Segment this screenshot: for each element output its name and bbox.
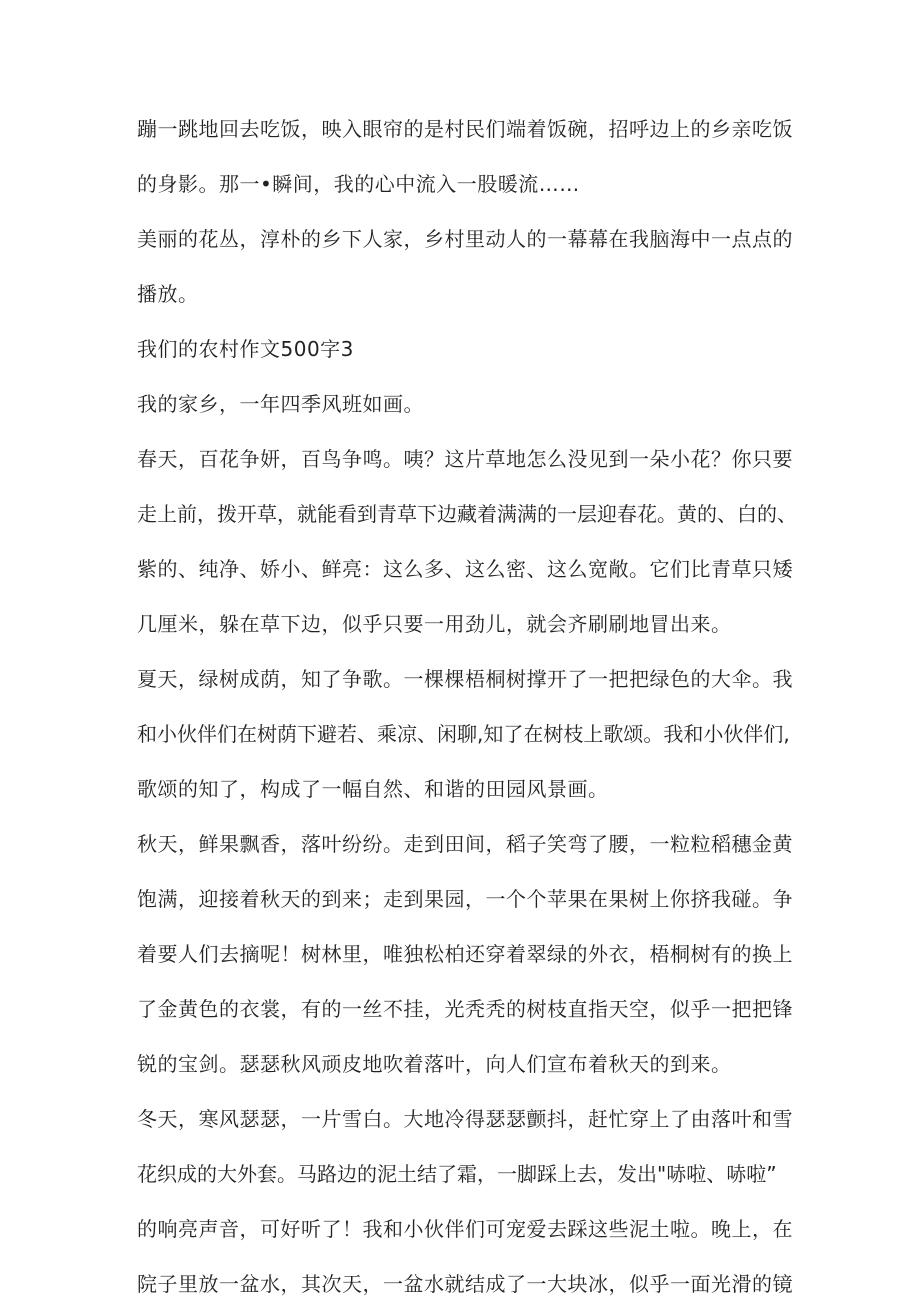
- text-line-19: 冬天，寒风瑟瑟，一片雪白。大地冷得瑟瑟颤抖，赶忙穿上了由落叶和雪: [137, 1107, 793, 1131]
- text-line-15: 饱满，迎接着秋天的到来；走到果园，一个个苹果在果树上你挤我碰。争: [137, 887, 793, 911]
- text-line-9: 紫的、纯净、娇小、鲜亮：这么多、这么密、这么宽敞。它们比青草只矮: [137, 557, 793, 581]
- text-line-8: 走上前，拨开草，就能看到青草下边藏着满满的一层迎春花。黄的、白的、: [137, 502, 797, 526]
- text-line-2: 的身影。那一•瞬间，我的心中流入一股暖流……: [137, 172, 580, 196]
- text-line-22: 院子里放一盆水，其次天，一盆水就结成了一大块冰，似乎一面光滑的镜: [137, 1272, 793, 1296]
- text-line-4: 播放。: [137, 282, 199, 306]
- text-line-20: 花织成的大外套。马路边的泥土结了霜，一脚踩上去，发出"哧啦、哧啦”: [137, 1162, 777, 1186]
- text-line-16: 着要人们去摘呢！树林里，唯独松柏还穿着翠绿的外衣，梧桐树有的换上: [137, 942, 793, 966]
- text-line-7: 春天，百花争妍，百鸟争鸣。咦？这片草地怎么没见到一朵小花？你只要: [137, 447, 793, 471]
- text-line-18: 锐的宝剑。瑟瑟秋风顽皮地吹着落叶，向人们宣布着秋天的到来。: [137, 1052, 732, 1076]
- text-line-6: 我的家乡，一年四季风班如画。: [137, 392, 424, 416]
- text-line-1: 蹦一跳地回去吃饭，映入眼帘的是村民们端着饭碗，招呼边上的乡亲吃饭: [137, 117, 793, 141]
- text-line-17: 了金黄色的衣裳，有的一丝不挂，光秃秃的树枝直指天空，似乎一把把锋: [137, 997, 793, 1021]
- text-line-14: 秋天，鲜果飘香，落叶纷纷。走到田间，稻子笑弯了腰，一粒粒稻穗金黄: [137, 832, 793, 856]
- essay-body: [137, 102, 797, 1312]
- text-line-11: 夏天，绿树成荫，知了争歌。一棵棵梧桐树撑开了一把把绿色的大伞。我: [137, 667, 793, 691]
- text-line-13: 歌颂的知了，构成了一幅自然、和谐的田园风景画。: [137, 777, 609, 801]
- section-heading: 我们的农村作文500字3: [137, 337, 354, 361]
- text-line-21: 的响亮声音，可好听了！我和小伙伴们可宠爱去踩这些泥土啦。晚上，在: [137, 1217, 793, 1241]
- text-line-10: 几厘米，躲在草下边，似乎只要一用劲儿，就会齐刷刷地冒出来。: [137, 612, 732, 636]
- text-line-3: 美丽的花丛，淳朴的乡下人家，乡村里动人的一幕幕在我脑海中一点点的: [137, 227, 793, 251]
- text-line-12: 和小伙伴们在树荫下避若、乘凉、闲聊,知了在树枝上歌颂。我和小伙伴们,: [137, 722, 790, 746]
